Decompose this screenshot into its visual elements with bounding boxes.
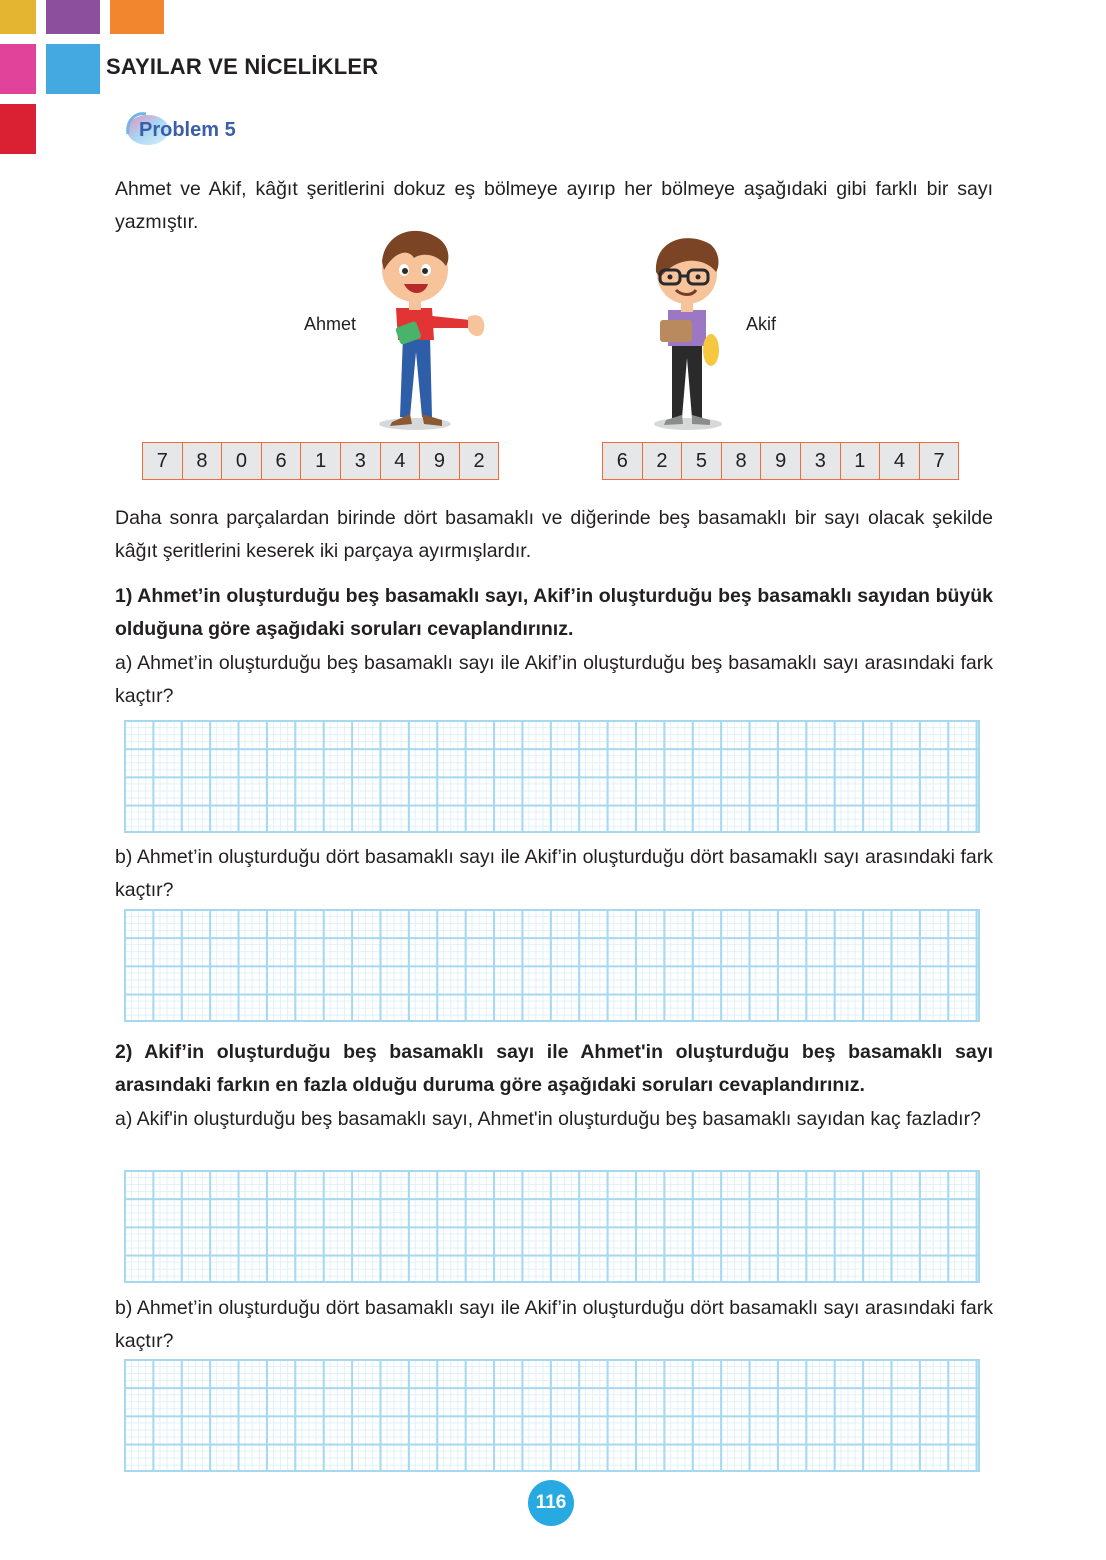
ahmet-digit: 8 (183, 443, 223, 479)
answer-grid-q2a[interactable] (124, 1170, 980, 1283)
answer-grid-q1b[interactable] (124, 909, 980, 1022)
akif-digit: 8 (722, 443, 762, 479)
akif-digit: 2 (643, 443, 683, 479)
description-text: Daha sonra parçalardan birinde dört basamaklı ve diğerinde beş basamaklı bir sayı olacak şekilde kâğıt şeritlerini keserek iki parçaya ayırmışlardır. (115, 507, 993, 562)
question2-a: a) Akif'in oluşturduğu beş basamaklı sayı, Ahmet'in oluşturduğu beş basamaklı sayıdan kaç fazladır? (115, 1108, 981, 1130)
akif-illustration (640, 232, 740, 432)
ahmet-digit: 0 (222, 443, 262, 479)
ahmet-illustration (370, 224, 495, 432)
ahmet-digit: 4 (381, 443, 421, 479)
akif-digit: 7 (933, 449, 945, 472)
akif-digit: 5 (682, 443, 722, 479)
ahmet-digit: 2 (473, 449, 485, 472)
ahmet-number-strip (142, 442, 499, 480)
akif-digit: 6 (603, 443, 643, 479)
ahmet-digit: 9 (420, 443, 460, 479)
akif-digit: 4 (880, 443, 920, 479)
answer-grid-q2b[interactable] (124, 1359, 980, 1472)
ahmet-digit: 3 (341, 443, 381, 479)
page-number: 116 (528, 1480, 574, 1526)
corner-square-yellow (0, 0, 36, 34)
corner-square-purple (46, 0, 100, 34)
question2-title: 2) Akif’in oluşturduğu beş basamaklı sayı ile Ahmet'in oluşturduğu beş basamaklı sayı arasındaki farkın en fazla olduğu duruma göre aşağıdaki soruları cevaplandırınız. (115, 1041, 993, 1096)
akif-number-strip (602, 442, 959, 480)
section-title: SAYILAR VE NİCELİKLER (106, 54, 379, 79)
ahmet-digit: 6 (262, 443, 302, 479)
corner-square-orange (110, 0, 164, 34)
akif-digit: 9 (761, 443, 801, 479)
ahmet-name-label: Ahmet (304, 314, 357, 334)
question2-b: b) Ahmet’in oluşturduğu dört basamaklı sayı ile Akif’in oluşturduğu dört basamaklı sayı arasındaki fark kaçtır? (115, 1297, 993, 1352)
corner-square-red (0, 104, 36, 154)
corner-square-blue (46, 44, 100, 94)
akif-name-label: Akif (746, 314, 777, 334)
answer-grid-q1a[interactable] (124, 720, 980, 833)
ahmet-digit: 7 (143, 443, 183, 479)
ahmet-digit: 1 (301, 443, 341, 479)
problem-label: Problem 5 (139, 119, 236, 141)
question1-b: b) Ahmet’in oluşturduğu dört basamaklı sayı ile Akif’in oluşturduğu dört basamaklı sayı arasındaki fark kaçtır? (115, 846, 993, 901)
question1-title: 1) Ahmet’in oluşturduğu beş basamaklı sayı, Akif’in oluşturduğu beş basamaklı sayıdan büyük olduğuna göre aşağıdaki soruları cevaplandırınız. (115, 585, 993, 640)
intro-text: Ahmet ve Akif, kâğıt şeritlerini dokuz eş bölmeye ayırıp her bölmeye aşağıdaki gibi farklı bir sayı yazmıştır. (115, 178, 993, 233)
corner-square-pink (0, 44, 36, 94)
akif-digit: 3 (801, 443, 841, 479)
question1-a: a) Ahmet’in oluşturduğu beş basamaklı sayı ile Akif’in oluşturduğu beş basamaklı sayı arasındaki fark kaçtır? (115, 652, 993, 707)
akif-digit: 1 (841, 443, 881, 479)
